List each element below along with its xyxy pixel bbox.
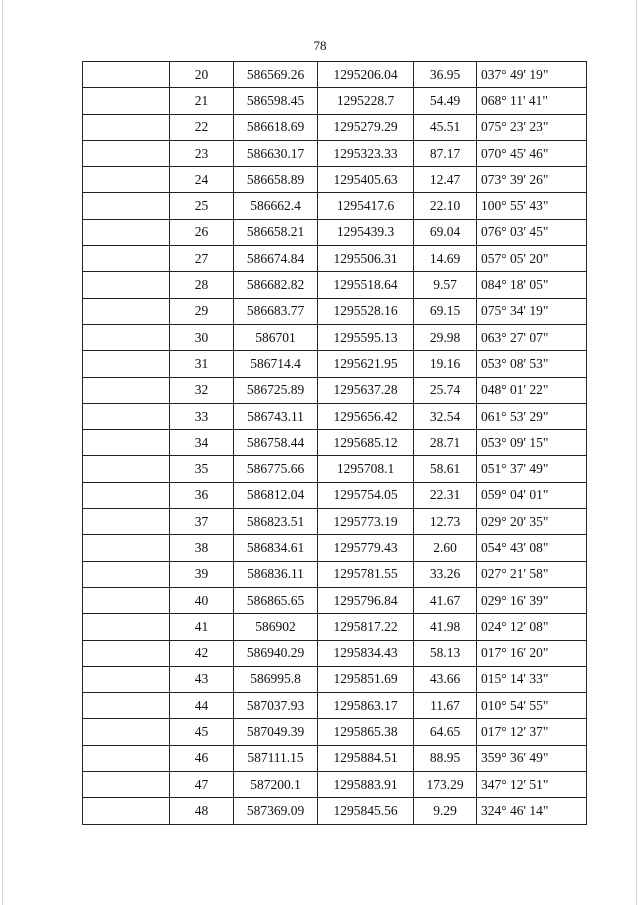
distance-cell: 41.98 [414, 614, 477, 640]
blank-cell [83, 798, 170, 824]
table-row [83, 509, 587, 535]
table-row [83, 587, 587, 613]
point-number-cell: 31 [170, 351, 234, 377]
blank-cell [83, 587, 170, 613]
easting-cell: 586682.82 [234, 272, 318, 298]
blank-cell [83, 403, 170, 429]
bearing-cell: 024° 12' 08" [477, 614, 587, 640]
table-row [83, 351, 587, 377]
northing-cell: 1295405.63 [318, 167, 414, 193]
point-number-cell: 37 [170, 509, 234, 535]
distance-cell: 58.61 [414, 456, 477, 482]
northing-cell: 1295781.55 [318, 561, 414, 587]
table-row [83, 62, 587, 88]
easting-cell: 587111.15 [234, 745, 318, 771]
table-row [83, 719, 587, 745]
point-number-cell: 29 [170, 298, 234, 324]
distance-cell: 58.13 [414, 640, 477, 666]
bearing-cell: 076° 03' 45" [477, 219, 587, 245]
point-number-cell: 41 [170, 614, 234, 640]
table-row [83, 324, 587, 350]
table-row [83, 561, 587, 587]
distance-cell: 9.29 [414, 798, 477, 824]
distance-cell: 2.60 [414, 535, 477, 561]
blank-cell [83, 324, 170, 350]
blank-cell [83, 114, 170, 140]
distance-cell: 29.98 [414, 324, 477, 350]
bearing-cell: 053° 09' 15" [477, 430, 587, 456]
distance-cell: 28.71 [414, 430, 477, 456]
northing-cell: 1295834.43 [318, 640, 414, 666]
table-row [83, 272, 587, 298]
easting-cell: 586662.4 [234, 193, 318, 219]
point-number-cell: 24 [170, 167, 234, 193]
bearing-cell: 059° 04' 01" [477, 482, 587, 508]
blank-cell [83, 614, 170, 640]
table-row [83, 640, 587, 666]
blank-cell [83, 246, 170, 272]
point-number-cell: 45 [170, 719, 234, 745]
table-row [83, 246, 587, 272]
point-number-cell: 23 [170, 140, 234, 166]
bearing-cell: 324° 46' 14" [477, 798, 587, 824]
northing-cell: 1295439.3 [318, 219, 414, 245]
blank-cell [83, 272, 170, 298]
bearing-cell: 359° 36' 49" [477, 745, 587, 771]
bearing-cell: 347° 12' 51" [477, 772, 587, 798]
easting-cell: 586902 [234, 614, 318, 640]
northing-cell: 1295865.38 [318, 719, 414, 745]
table-row [83, 482, 587, 508]
blank-cell [83, 456, 170, 482]
distance-cell: 43.66 [414, 666, 477, 692]
table-row [83, 298, 587, 324]
coordinate-table [82, 61, 587, 825]
table-row [83, 193, 587, 219]
blank-cell [83, 193, 170, 219]
bearing-cell: 070° 45' 46" [477, 140, 587, 166]
blank-cell [83, 666, 170, 692]
point-number-cell: 47 [170, 772, 234, 798]
point-number-cell: 35 [170, 456, 234, 482]
bearing-cell: 051° 37' 49" [477, 456, 587, 482]
easting-cell: 586714.4 [234, 351, 318, 377]
point-number-cell: 44 [170, 693, 234, 719]
northing-cell: 1295595.13 [318, 324, 414, 350]
northing-cell: 1295845.56 [318, 798, 414, 824]
northing-cell: 1295796.84 [318, 587, 414, 613]
easting-cell: 586775.66 [234, 456, 318, 482]
blank-cell [83, 693, 170, 719]
northing-cell: 1295206.04 [318, 62, 414, 88]
easting-cell: 586630.17 [234, 140, 318, 166]
blank-cell [83, 719, 170, 745]
point-number-cell: 48 [170, 798, 234, 824]
table-row [83, 88, 587, 114]
table-row [83, 140, 587, 166]
northing-cell: 1295518.64 [318, 272, 414, 298]
page-edge-right [636, 0, 637, 905]
easting-cell: 586823.51 [234, 509, 318, 535]
blank-cell [83, 140, 170, 166]
bearing-cell: 054° 43' 08" [477, 535, 587, 561]
bearing-cell: 053° 08' 53" [477, 351, 587, 377]
table-row [83, 430, 587, 456]
point-number-cell: 30 [170, 324, 234, 350]
point-number-cell: 36 [170, 482, 234, 508]
easting-cell: 586834.61 [234, 535, 318, 561]
blank-cell [83, 535, 170, 561]
bearing-cell: 017° 16' 20" [477, 640, 587, 666]
easting-cell: 586701 [234, 324, 318, 350]
bearing-cell: 010° 54' 55" [477, 693, 587, 719]
point-number-cell: 39 [170, 561, 234, 587]
blank-cell [83, 772, 170, 798]
easting-cell: 586683.77 [234, 298, 318, 324]
easting-cell: 586725.89 [234, 377, 318, 403]
blank-cell [83, 430, 170, 456]
northing-cell: 1295851.69 [318, 666, 414, 692]
easting-cell: 586836.11 [234, 561, 318, 587]
page-edge-left [2, 0, 3, 905]
point-number-cell: 25 [170, 193, 234, 219]
table-row [83, 745, 587, 771]
bearing-cell: 015° 14' 33" [477, 666, 587, 692]
table-row [83, 377, 587, 403]
blank-cell [83, 561, 170, 587]
point-number-cell: 27 [170, 246, 234, 272]
distance-cell: 69.04 [414, 219, 477, 245]
easting-cell: 587049.39 [234, 719, 318, 745]
distance-cell: 14.69 [414, 246, 477, 272]
bearing-cell: 017° 12' 37" [477, 719, 587, 745]
table-row [83, 666, 587, 692]
easting-cell: 586995.8 [234, 666, 318, 692]
northing-cell: 1295883.91 [318, 772, 414, 798]
blank-cell [83, 88, 170, 114]
northing-cell: 1295228.7 [318, 88, 414, 114]
table-row [83, 114, 587, 140]
point-number-cell: 40 [170, 587, 234, 613]
point-number-cell: 46 [170, 745, 234, 771]
easting-cell: 586569.26 [234, 62, 318, 88]
northing-cell: 1295323.33 [318, 140, 414, 166]
blank-cell [83, 298, 170, 324]
northing-cell: 1295656.42 [318, 403, 414, 429]
point-number-cell: 32 [170, 377, 234, 403]
table-row [83, 167, 587, 193]
bearing-cell: 027° 21' 58" [477, 561, 587, 587]
distance-cell: 87.17 [414, 140, 477, 166]
blank-cell [83, 377, 170, 403]
easting-cell: 586865.65 [234, 587, 318, 613]
northing-cell: 1295417.6 [318, 193, 414, 219]
blank-cell [83, 351, 170, 377]
bearing-cell: 075° 23' 23" [477, 114, 587, 140]
point-number-cell: 21 [170, 88, 234, 114]
bearing-cell: 100° 55' 43" [477, 193, 587, 219]
distance-cell: 69.15 [414, 298, 477, 324]
northing-cell: 1295506.31 [318, 246, 414, 272]
coordinate-table-body [83, 62, 587, 825]
table-row [83, 403, 587, 429]
distance-cell: 9.57 [414, 272, 477, 298]
easting-cell: 586598.45 [234, 88, 318, 114]
easting-cell: 586674.84 [234, 246, 318, 272]
point-number-cell: 38 [170, 535, 234, 561]
easting-cell: 586658.21 [234, 219, 318, 245]
northing-cell: 1295637.28 [318, 377, 414, 403]
distance-cell: 173.29 [414, 772, 477, 798]
easting-cell: 586758.44 [234, 430, 318, 456]
point-number-cell: 26 [170, 219, 234, 245]
blank-cell [83, 509, 170, 535]
northing-cell: 1295884.51 [318, 745, 414, 771]
bearing-cell: 075° 34' 19" [477, 298, 587, 324]
table-row [83, 772, 587, 798]
easting-cell: 587369.09 [234, 798, 318, 824]
bearing-cell: 037° 49' 19" [477, 62, 587, 88]
table-row [83, 614, 587, 640]
point-number-cell: 28 [170, 272, 234, 298]
blank-cell [83, 167, 170, 193]
point-number-cell: 42 [170, 640, 234, 666]
northing-cell: 1295708.1 [318, 456, 414, 482]
bearing-cell: 057° 05' 20" [477, 246, 587, 272]
distance-cell: 64.65 [414, 719, 477, 745]
distance-cell: 25.74 [414, 377, 477, 403]
northing-cell: 1295279.29 [318, 114, 414, 140]
point-number-cell: 43 [170, 666, 234, 692]
distance-cell: 33.26 [414, 561, 477, 587]
easting-cell: 587200.1 [234, 772, 318, 798]
distance-cell: 54.49 [414, 88, 477, 114]
distance-cell: 45.51 [414, 114, 477, 140]
table-row [83, 219, 587, 245]
distance-cell: 32.54 [414, 403, 477, 429]
northing-cell: 1295685.12 [318, 430, 414, 456]
table-row [83, 535, 587, 561]
bearing-cell: 073° 39' 26" [477, 167, 587, 193]
point-number-cell: 20 [170, 62, 234, 88]
easting-cell: 586618.69 [234, 114, 318, 140]
easting-cell: 586812.04 [234, 482, 318, 508]
northing-cell: 1295863.17 [318, 693, 414, 719]
easting-cell: 587037.93 [234, 693, 318, 719]
northing-cell: 1295773.19 [318, 509, 414, 535]
bearing-cell: 029° 20' 35" [477, 509, 587, 535]
blank-cell [83, 482, 170, 508]
bearing-cell: 029° 16' 39" [477, 587, 587, 613]
table-row [83, 693, 587, 719]
bearing-cell: 061° 53' 29" [477, 403, 587, 429]
table-row [83, 456, 587, 482]
distance-cell: 12.73 [414, 509, 477, 535]
northing-cell: 1295754.05 [318, 482, 414, 508]
bearing-cell: 063° 27' 07" [477, 324, 587, 350]
easting-cell: 586743.11 [234, 403, 318, 429]
blank-cell [83, 745, 170, 771]
distance-cell: 22.31 [414, 482, 477, 508]
point-number-cell: 22 [170, 114, 234, 140]
bearing-cell: 068° 11' 41" [477, 88, 587, 114]
distance-cell: 41.67 [414, 587, 477, 613]
bearing-cell: 048° 01' 22" [477, 377, 587, 403]
blank-cell [83, 62, 170, 88]
page-number: 78 [313, 38, 327, 53]
northing-cell: 1295779.43 [318, 535, 414, 561]
point-number-cell: 33 [170, 403, 234, 429]
point-number-cell: 34 [170, 430, 234, 456]
distance-cell: 36.95 [414, 62, 477, 88]
easting-cell: 586658.89 [234, 167, 318, 193]
easting-cell: 586940.29 [234, 640, 318, 666]
distance-cell: 12.47 [414, 167, 477, 193]
table-row [83, 798, 587, 824]
distance-cell: 88.95 [414, 745, 477, 771]
northing-cell: 1295621.95 [318, 351, 414, 377]
distance-cell: 22.10 [414, 193, 477, 219]
distance-cell: 11.67 [414, 693, 477, 719]
bearing-cell: 084° 18' 05" [477, 272, 587, 298]
distance-cell: 19.16 [414, 351, 477, 377]
blank-cell [83, 640, 170, 666]
blank-cell [83, 219, 170, 245]
northing-cell: 1295528.16 [318, 298, 414, 324]
northing-cell: 1295817.22 [318, 614, 414, 640]
